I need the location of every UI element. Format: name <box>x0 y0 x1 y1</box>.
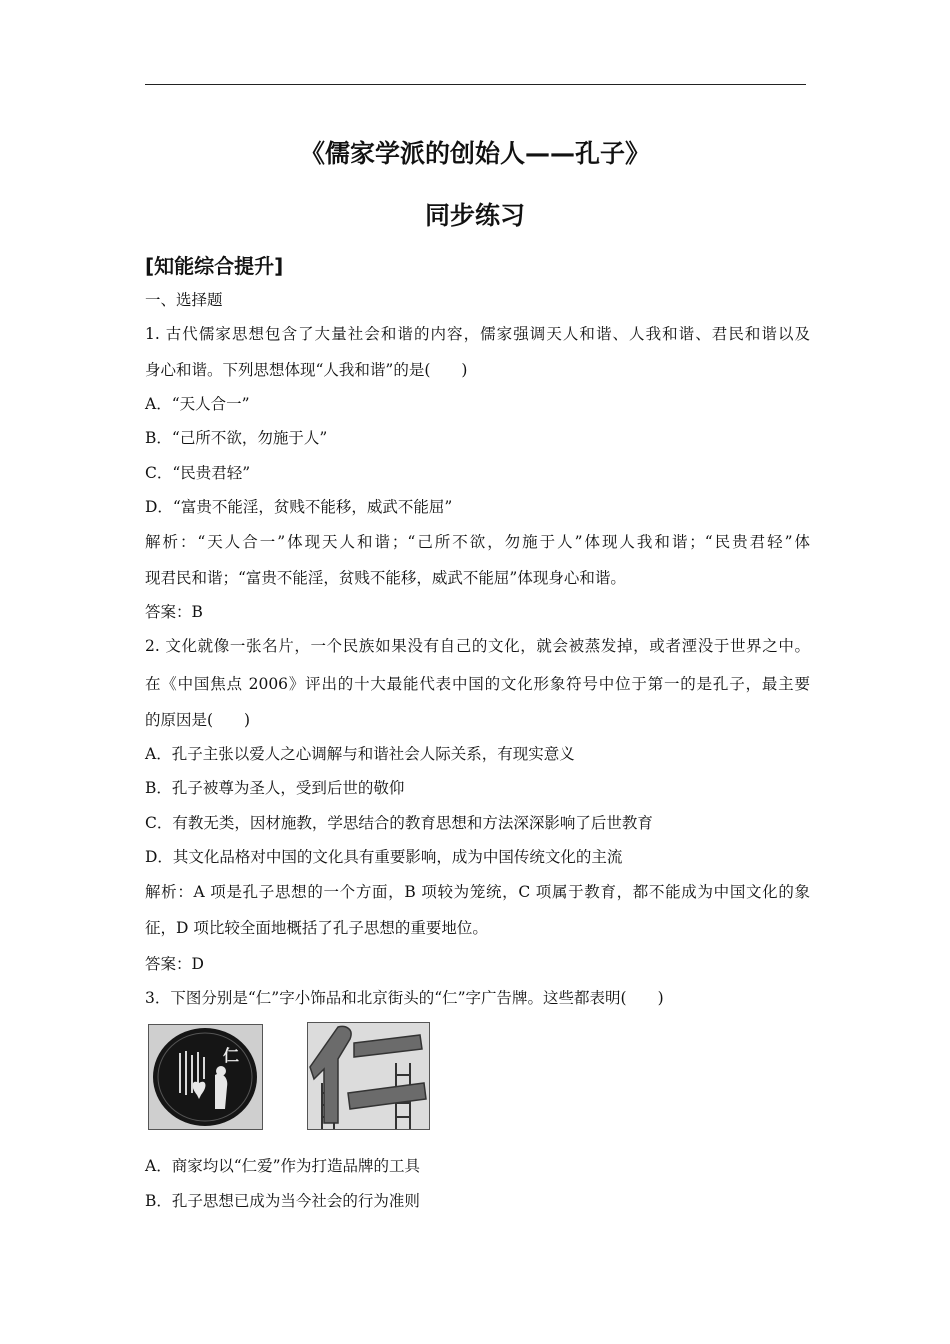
header-rule <box>145 84 806 85</box>
q1-option-d: D．“富贵不能淫，贫贱不能移，威武不能屈” <box>145 498 453 516</box>
q1-option-b: B．“己所不欲，勿施于人” <box>145 429 328 447</box>
q1-explanation-line2: 现君民和谐；“富贵不能淫，贫贱不能移，威武不能屈”体现身心和谐。 <box>145 569 626 587</box>
section-heading: [知能综合提升] <box>145 254 284 278</box>
q2-option-c: C．有教无类，因材施教，学思结合的教育思想和方法深深影响了后世教育 <box>145 814 653 832</box>
q2-answer: 答案：D <box>145 955 204 973</box>
q1-explanation-line1: 解析：“天人合一”体现天人和谐；“己所不欲，勿施于人”体现人我和谐；“民贵君轻”体 <box>145 533 810 551</box>
q1-stem-line1: 1. 古代儒家思想包含了大量社会和谐的内容，儒家强调天人和谐、人我和谐、君民和谐以及 <box>145 325 810 343</box>
ren-ornament-photo <box>148 1024 263 1130</box>
q2-stem-line1: 2. 文化就像一张名片，一个民族如果没有自己的文化，就会被蒸发掉，或者湮没于世界之中。 <box>145 637 810 655</box>
ren-billboard-illustration <box>308 1023 429 1129</box>
ren-ornament-illustration <box>149 1025 262 1129</box>
q2-stem-line3: 的原因是( ) <box>145 711 251 729</box>
q1-stem-line2: 身心和谐。下列思想体现“人我和谐”的是( ) <box>145 361 468 379</box>
q2-stem-line2: 在《中国焦点 2006》评出的十大最能代表中国的文化形象符号中位于第一的是孔子，最主要 <box>145 675 810 693</box>
q2-option-d: D．其文化品格对中国的文化具有重要影响，成为中国传统文化的主流 <box>145 848 623 866</box>
document-subtitle: 同步练习 <box>424 201 525 230</box>
ren-character-small: 仁 <box>223 1046 240 1065</box>
q3-stem: 3．下图分别是“仁”字小饰品和北京街头的“仁”字广告牌。这些都表明( ) <box>145 989 664 1007</box>
ren-character-large: 仁 <box>408 1127 409 1128</box>
document-title: 《儒家学派的创始人——孔子》 <box>299 139 650 168</box>
q3-option-b: B．孔子思想已成为当今社会的行为准则 <box>145 1192 420 1210</box>
q2-option-b: B．孔子被尊为圣人，受到后世的敬仰 <box>145 779 405 797</box>
q2-explanation-line1: 解析：A 项是孔子思想的一个方面，B 项较为笼统，C 项属于教育，都不能成为中国文化的象 <box>145 883 810 901</box>
ren-billboard-photo <box>307 1022 430 1130</box>
q1-answer: 答案：B <box>145 603 203 621</box>
q2-option-a: A．孔子主张以爱人之心调解与和谐社会人际关系，有现实意义 <box>145 745 575 763</box>
q1-option-a: A．“天人合一” <box>145 395 250 413</box>
q3-option-a: A．商家均以“仁爱”作为打造品牌的工具 <box>145 1157 421 1175</box>
q2-explanation-line2: 征，D 项比较全面地概括了孔子思想的重要地位。 <box>145 919 488 937</box>
part-heading: 一、选择题 <box>145 291 223 309</box>
q1-option-c: C．“民贵君轻” <box>145 464 251 482</box>
